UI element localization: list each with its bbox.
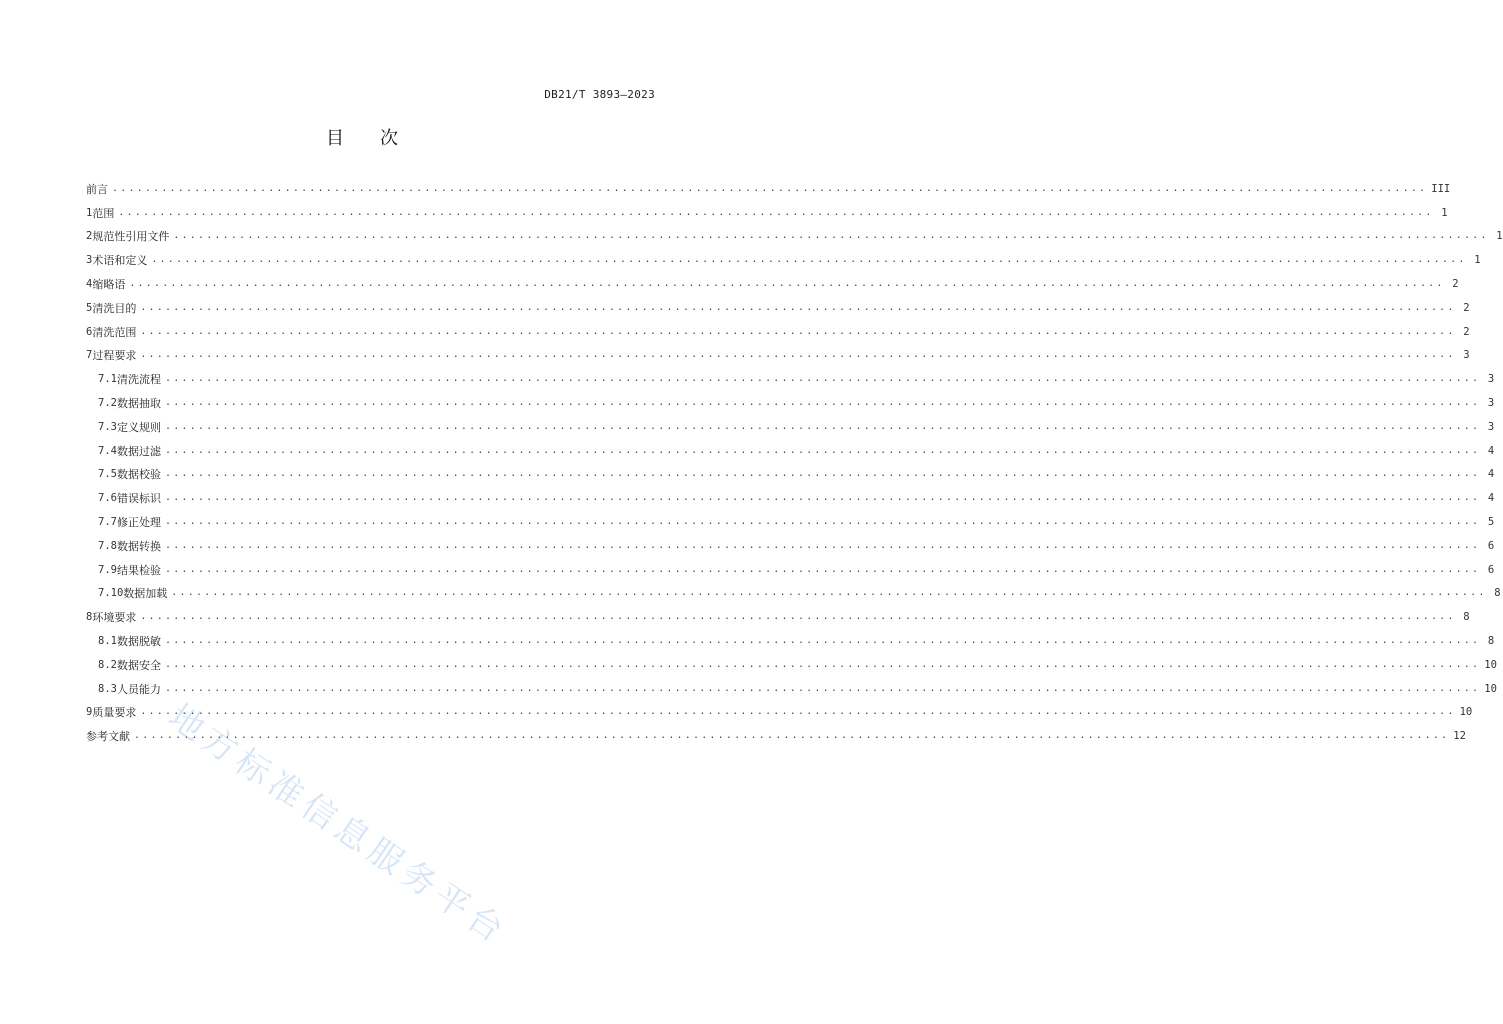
table-of-contents	[86, 177, 1503, 748]
toc-entry-page: 3	[1487, 397, 1495, 410]
toc-entry-label: 过程要求	[92, 349, 137, 363]
toc-leader-dots: ................................................................................................................................................................	[164, 682, 1481, 694]
toc-entry-page: 8	[1494, 587, 1501, 600]
toc-entry[interactable]	[86, 724, 1466, 748]
toc-entry-label: 清洗范围	[92, 325, 137, 339]
toc-leader-dots: ................................................................................................................................................................	[112, 182, 1428, 194]
toc-entry-number: 9	[86, 706, 93, 719]
toc-entry-page: 6	[1487, 563, 1495, 576]
toc-entry-number: 8.1	[98, 635, 117, 648]
toc-entry-label: 清洗流程	[116, 373, 161, 387]
toc-leader-dots: ................................................................................................................................................................	[164, 563, 1481, 575]
toc-entry-page: 6	[1487, 539, 1495, 552]
toc-entry-page: 4	[1487, 492, 1495, 505]
toc-entry-label: 数据安全	[116, 658, 161, 672]
toc-entry[interactable]	[86, 510, 1495, 534]
toc-entry-number: 7.6	[98, 492, 117, 505]
toc-entry-label: 缩略语	[92, 278, 126, 292]
toc-entry-label: 数据校验	[116, 468, 161, 482]
toc-entry-number: 7.7	[98, 516, 117, 529]
toc-entry-page: 12	[1453, 730, 1466, 743]
toc-entry-number: 1	[86, 206, 93, 219]
toc-entry[interactable]	[86, 701, 1473, 725]
toc-entry-number: 7.2	[98, 397, 117, 410]
toc-leader-dots: ................................................................................................................................................................	[140, 349, 1456, 361]
toc-entry-page: 10	[1459, 706, 1473, 719]
toc-entry[interactable]	[86, 272, 1459, 296]
toc-entry-number: 6	[86, 325, 93, 338]
toc-entry[interactable]	[86, 463, 1495, 487]
toc-leader-dots: ................................................................................................................................................................	[140, 301, 1456, 313]
title-char-1: 目	[326, 128, 344, 149]
toc-leader-dots: ................................................................................................................................................................	[164, 373, 1481, 385]
toc-leader-dots: ................................................................................................................................................................	[164, 492, 1481, 504]
document-code: DB21/T 3893—2023	[544, 88, 655, 101]
toc-entry-label: 环境要求	[92, 611, 137, 625]
toc-entry[interactable]	[86, 201, 1448, 225]
toc-leader-dots: ................................................................................................................................................................	[134, 730, 1450, 742]
toc-entry-number: 7.5	[98, 468, 117, 481]
toc-entry[interactable]	[86, 248, 1481, 272]
toc-entry-number: 7.8	[98, 539, 117, 552]
toc-entry-page: 4	[1487, 444, 1495, 457]
toc-entry[interactable]	[86, 582, 1501, 606]
toc-entry[interactable]	[86, 177, 1451, 201]
toc-entry-number: 5	[86, 301, 93, 314]
toc-entry-page: 10	[1484, 658, 1497, 671]
toc-entry-page: 1	[1496, 230, 1503, 243]
toc-entry-page: 3	[1463, 349, 1470, 362]
watermark: 地方标准信息服务平台	[161, 696, 516, 954]
toc-entry-label: 修正处理	[116, 516, 161, 530]
toc-leader-dots: ................................................................................................................................................................	[151, 254, 1467, 266]
toc-entry-page: 5	[1487, 516, 1495, 529]
toc-entry-label: 数据加载	[123, 587, 168, 601]
toc-entry[interactable]	[86, 558, 1495, 582]
toc-entry-number: 7.3	[98, 420, 117, 433]
toc-entry[interactable]	[86, 534, 1495, 558]
toc-entry-label: 人员能力	[116, 682, 161, 696]
toc-entry-number: 7.10	[98, 587, 124, 600]
toc-entry-page: 2	[1463, 325, 1470, 338]
toc-entry[interactable]	[86, 225, 1503, 249]
toc-leader-dots: ................................................................................................................................................................	[140, 611, 1456, 623]
toc-leader-dots: ................................................................................................................................................................	[164, 635, 1481, 647]
toc-leader-dots: ................................................................................................................................................................	[164, 444, 1481, 456]
toc-entry[interactable]	[86, 439, 1495, 463]
toc-entry-number: 7.1	[98, 373, 117, 386]
toc-entry-page: 1	[1441, 206, 1448, 219]
toc-entry-label: 错误标识	[116, 492, 161, 506]
toc-entry[interactable]	[86, 605, 1470, 629]
toc-entry-label: 术语和定义	[92, 254, 148, 268]
toc-entry-page: 3	[1487, 420, 1495, 433]
toc-leader-dots: ................................................................................................................................................................	[164, 420, 1481, 432]
toc-entry[interactable]	[86, 296, 1470, 320]
toc-entry-number: 7	[86, 349, 93, 362]
toc-entry-page: III	[1431, 182, 1451, 195]
toc-entry[interactable]	[86, 486, 1495, 510]
toc-entry[interactable]	[86, 391, 1495, 415]
toc-entry-number: 7.4	[98, 444, 117, 457]
toc-leader-dots: ................................................................................................................................................................	[140, 706, 1456, 718]
toc-entry-label: 参考文献	[86, 730, 130, 744]
toc-entry-number: 2	[86, 230, 93, 243]
toc-entry-page: 10	[1484, 682, 1497, 695]
toc-leader-dots: ................................................................................................................................................................	[164, 658, 1481, 670]
toc-entry[interactable]	[86, 677, 1497, 701]
toc-leader-dots: ................................................................................................................................................................	[171, 587, 1487, 599]
toc-entry[interactable]	[86, 629, 1495, 653]
toc-entry[interactable]	[86, 367, 1495, 391]
toc-entry[interactable]	[86, 344, 1470, 368]
toc-entry-label: 规范性引用文件	[92, 230, 170, 244]
toc-entry-page: 4	[1487, 468, 1495, 481]
toc-entry-label: 定义规则	[116, 420, 161, 434]
toc-leader-dots: ................................................................................................................................................................	[164, 397, 1481, 409]
toc-entry-label: 数据抽取	[116, 397, 161, 411]
toc-entry-label: 结果检验	[116, 563, 161, 577]
toc-leader-dots: ................................................................................................................................................................	[164, 516, 1481, 528]
page-title	[0, 124, 724, 150]
toc-entry[interactable]	[86, 653, 1497, 677]
toc-entry-number: 8.2	[98, 658, 117, 671]
toc-entry-label: 质量要求	[92, 706, 137, 720]
toc-entry[interactable]	[86, 320, 1470, 344]
toc-entry-number: 8	[86, 611, 93, 624]
toc-entry-page: 2	[1452, 278, 1459, 291]
toc-leader-dots: ................................................................................................................................................................	[129, 278, 1445, 290]
toc-entry-page: 2	[1463, 301, 1470, 314]
toc-entry-number: 3	[86, 254, 93, 267]
toc-entry-number: 4	[86, 278, 93, 291]
toc-entry-page: 3	[1487, 373, 1495, 386]
toc-entry-number: 8.3	[98, 682, 117, 695]
toc-entry-page: 8	[1487, 635, 1495, 648]
toc-leader-dots: ................................................................................................................................................................	[173, 230, 1489, 242]
toc-entry-page: 8	[1463, 611, 1470, 624]
toc-leader-dots: ................................................................................................................................................................	[164, 539, 1481, 551]
toc-entry-label: 前言	[86, 182, 108, 196]
toc-entry[interactable]	[86, 415, 1495, 439]
toc-entry-label: 范围	[92, 206, 115, 220]
toc-entry-label: 数据转换	[116, 539, 161, 553]
toc-entry-number: 7.9	[98, 563, 117, 576]
toc-entry-label: 清洗目的	[92, 301, 137, 315]
toc-entry-label: 数据脱敏	[116, 635, 161, 649]
toc-leader-dots: ................................................................................................................................................................	[164, 468, 1481, 480]
toc-entry-page: 1	[1474, 254, 1481, 267]
title-char-2: 次	[380, 128, 398, 149]
toc-leader-dots: ................................................................................................................................................................	[140, 325, 1456, 337]
toc-leader-dots: ................................................................................................................................................................	[118, 206, 1434, 218]
toc-entry-label: 数据过滤	[116, 444, 161, 458]
